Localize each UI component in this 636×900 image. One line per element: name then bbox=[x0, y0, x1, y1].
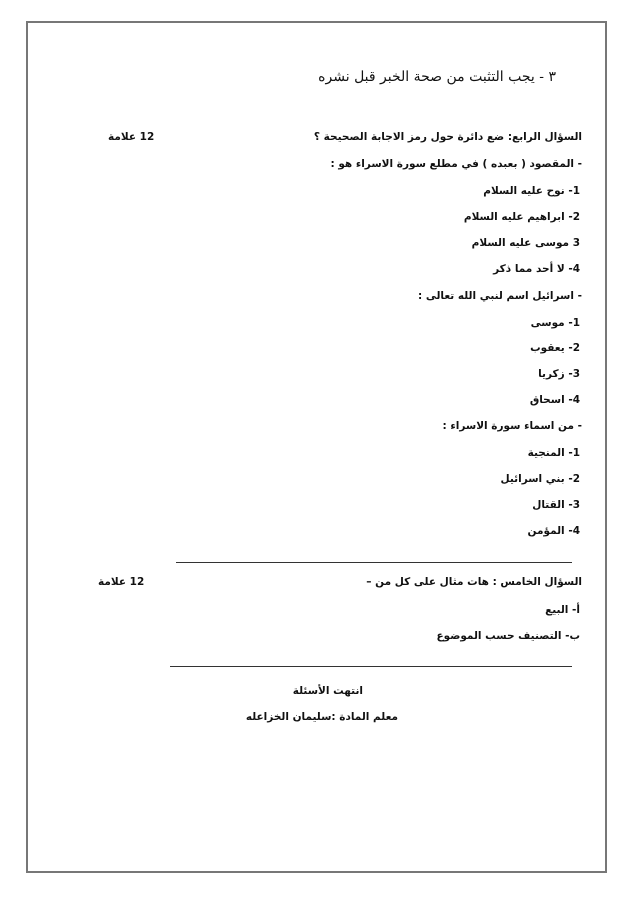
question-4-title: السؤال الرابع: ضع دائرة حول رمز الاجابة الصحيحة ؟ bbox=[313, 131, 582, 143]
q4-group2-option2: 2- يعقوب bbox=[530, 342, 580, 354]
q4-group3-option3: 3- القتال bbox=[532, 499, 580, 511]
q4-group1-option3: 3 موسى عليه السلام bbox=[471, 237, 580, 249]
question-4-marks: 12 علامة bbox=[108, 131, 155, 143]
q4-group1-option4: 4- لا أحد مما ذكر bbox=[493, 263, 580, 275]
q4-group1-option1: 1- نوح عليه السلام bbox=[483, 185, 580, 197]
q5-item-b: ب- التصنيف حسب الموضوع bbox=[436, 630, 580, 642]
q4-group2-option1: 1- موسى bbox=[530, 317, 580, 329]
q4-group3-option4: 4- المؤمن bbox=[527, 525, 580, 537]
q4-group1-option2: 2- ابراهيم عليه السلام bbox=[463, 211, 580, 223]
statement-3: ٣ - يجب التثبت من صحة الخبر قبل نشره bbox=[318, 69, 556, 85]
teacher-signature-line: معلم المادة :سليمان الخزاعله bbox=[245, 711, 398, 723]
divider-after-question-4 bbox=[176, 562, 572, 563]
question-5-marks: 12 علامة bbox=[98, 576, 145, 588]
q4-group3-option2: 2- بني اسرائيل bbox=[500, 473, 580, 485]
q5-item-a: أ- البيع bbox=[545, 604, 580, 616]
q4-group3-option1: 1- المنجية bbox=[527, 447, 580, 459]
end-of-questions: انتهت الأسئلة bbox=[292, 685, 363, 697]
question-5-title: السؤال الخامس : هات مثال على كل من – bbox=[366, 576, 582, 588]
q4-group2-prompt: - اسرائيل اسم لنبي الله تعالى : bbox=[417, 290, 582, 302]
q4-group1-prompt: - المقصود ( بعبده ) في مطلع سورة الاسراء هو : bbox=[330, 158, 582, 170]
q4-group2-option3: 3- زكريا bbox=[538, 368, 580, 380]
q4-group2-option4: 4- اسحاق bbox=[529, 394, 580, 406]
q4-group3-prompt: - من اسماء سورة الاسراء : bbox=[442, 420, 582, 432]
page-border bbox=[26, 21, 607, 873]
divider-before-footer bbox=[170, 666, 572, 667]
